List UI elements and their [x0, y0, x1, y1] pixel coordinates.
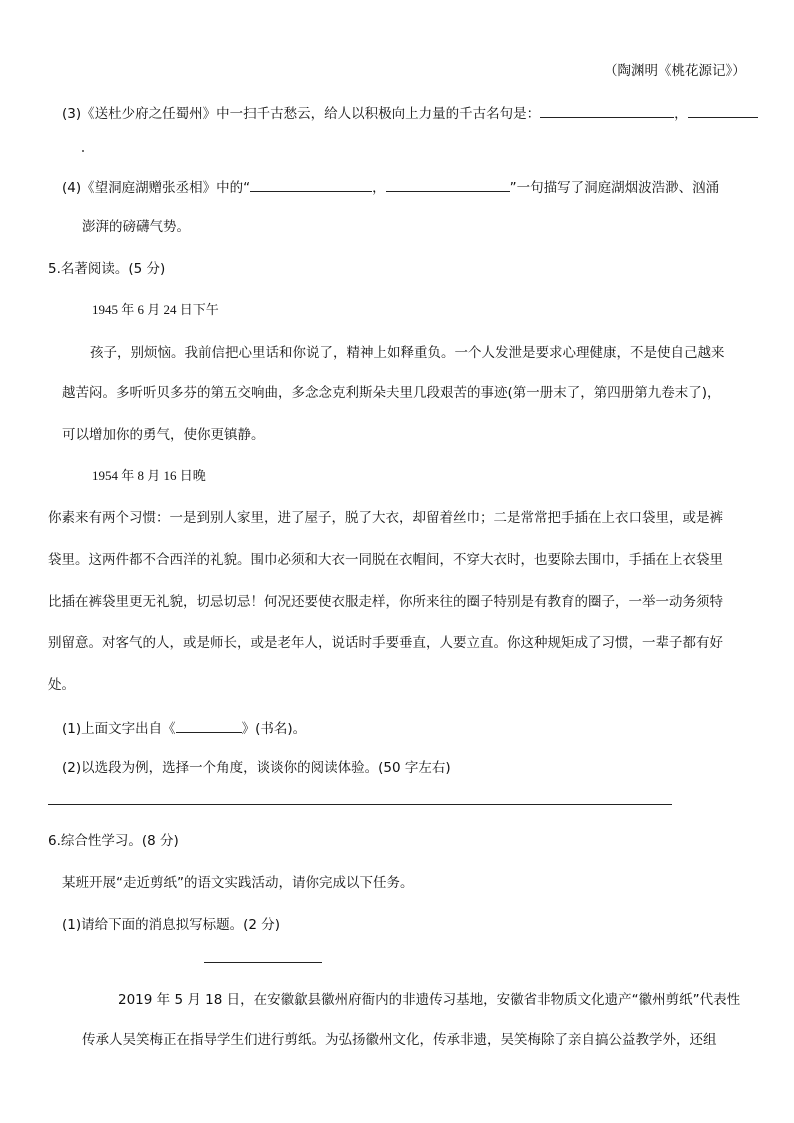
q5-item1-book-blank[interactable]: [176, 718, 242, 733]
q4-item3-blank-2[interactable]: [688, 103, 758, 118]
letter2-line-3: 比插在裤袋里更无礼貌，切忌切忌！何况还要使衣服走样，你所来往的圈子特别是有教育的圈子，一举一动务须特: [48, 594, 723, 610]
news-line-2: 传承人吴笑梅正在指导学生们进行剪纸。为弘扬徽州文化，传承非遗，吴笑梅除了亲自搞公益教学外，还组: [82, 1032, 717, 1048]
source-citation: （陶渊明《桃花源记》）: [604, 63, 746, 79]
q6-title-blank[interactable]: [204, 962, 322, 963]
letter1-line-3: 可以增加你的勇气，使你更镇静。: [62, 427, 265, 443]
q4-item4: [62, 177, 719, 197]
letter1-line-1: 孩子，别烦恼。我前信把心里话和你说了，精神上如释重负。一个人发泄是要求心理健康，不是使自己越来: [90, 345, 725, 361]
letter1-date: 1945 年 6 月 24 日下午: [92, 302, 219, 317]
q4-item4-separator: ，: [372, 180, 386, 196]
q4-item3: [62, 103, 758, 123]
q4-item4-continuation: 澎湃的磅礴气势。: [82, 219, 190, 235]
news-line-1: 2019 年 5 月 18 日，在安徽歙县徽州府衙内的非遗传习基地，安徽省非物质文化遗产“徽州剪纸”代表性: [118, 992, 741, 1008]
stray-dot: [82, 150, 84, 152]
letter2-line-4: 别留意。对客气的人，或是师长，或是老年人，说话时手要垂直，人要立直。你这种规矩成了习惯，一辈子都有好: [48, 635, 723, 651]
q4-item4-blank-1[interactable]: [250, 177, 372, 192]
q6-intro: 某班开展“走近剪纸”的语文实践活动，请你完成以下任务。: [62, 875, 414, 891]
q4-item3-text: (3)《送杜少府之任蜀州》中一扫千古愁云，给人以积极向上力量的千古名句是：: [62, 106, 541, 122]
q4-item4-part2: ”一句描写了洞庭湖烟波浩渺、汹涌: [509, 180, 720, 196]
q4-item3-separator: ，: [674, 106, 688, 122]
q4-item4-part1: (4)《望洞庭湖赠张丞相》中的“: [62, 180, 251, 196]
q6-heading: 6.综合性学习。(8 分): [48, 833, 179, 849]
letter2-line-5: 处。: [48, 677, 75, 693]
q4-item3-blank-1[interactable]: [540, 103, 674, 118]
q5-item1-post: 》(书名)。: [241, 721, 307, 737]
q5-item2: (2)以选段为例，选择一个角度，谈谈你的阅读体验。(50 字左右): [62, 760, 451, 776]
q5-item1-pre: (1)上面文字出自《: [62, 721, 176, 737]
q5-answer-line[interactable]: [48, 804, 672, 805]
q5-item1: [62, 718, 306, 738]
letter1-line-2: 越苦闷。多听听贝多芬的第五交响曲，多念念克利斯朵夫里几段艰苦的事迹(第一册末了，第四册第九卷末了)，: [62, 385, 721, 401]
q5-heading: 5.名著阅读。(5 分): [48, 261, 166, 277]
letter2-line-1: 你素来有两个习惯：一是到别人家里，进了屋子，脱了大衣，却留着丝巾；二是常常把手插在上衣口袋里，或是裤: [48, 510, 723, 526]
letter2-date: 1954 年 8 月 16 日晚: [92, 468, 206, 483]
letter2-line-2: 袋里。这两件都不合西洋的礼貌。围巾必须和大衣一同脱在衣帽间，不穿大衣时，也要除去围巾，手插在上衣袋里: [48, 552, 723, 568]
q4-item4-blank-2[interactable]: [386, 177, 510, 192]
q6-item1: (1)请给下面的消息拟写标题。(2 分): [62, 917, 281, 933]
